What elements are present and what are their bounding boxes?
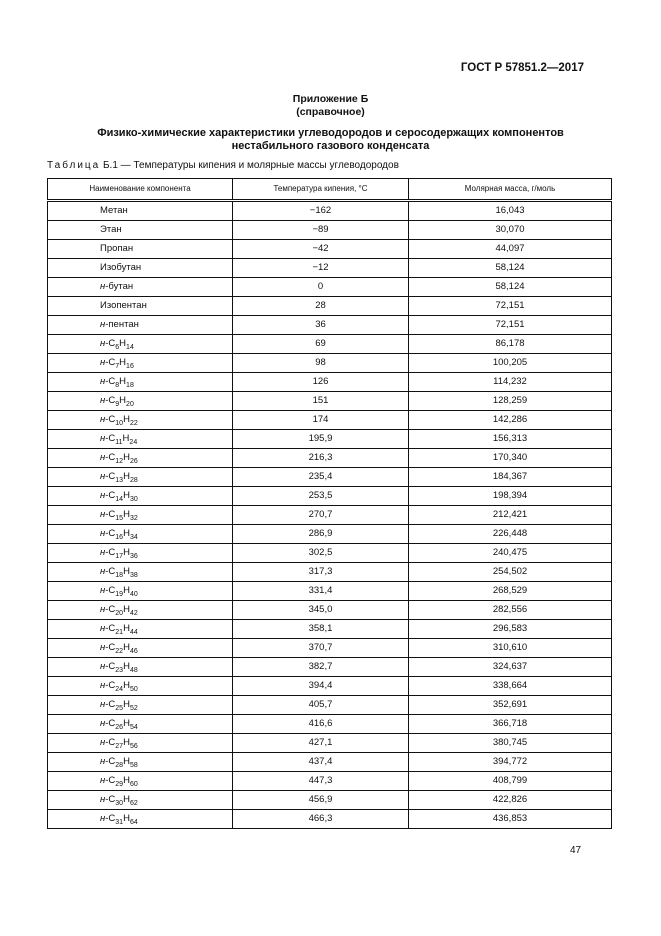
normal-prefix: н bbox=[100, 566, 106, 577]
table-row bbox=[48, 563, 612, 582]
appendix-heading bbox=[0, 93, 661, 119]
carbon-count: 13 bbox=[115, 477, 124, 484]
table-row bbox=[48, 221, 612, 240]
component-name-cell bbox=[48, 715, 233, 734]
component-name: Изопентан bbox=[100, 300, 147, 311]
component-name: -пентан bbox=[105, 319, 139, 330]
hydrogen-count: 22 bbox=[129, 420, 138, 427]
carbon-count: 25 bbox=[115, 705, 124, 712]
molar-mass-cell: 352,691 bbox=[409, 696, 612, 715]
table-row bbox=[48, 658, 612, 677]
component-name-cell bbox=[48, 259, 233, 278]
hydrogen-count: 38 bbox=[129, 572, 138, 579]
boiling-points-table bbox=[47, 178, 612, 829]
component-name: Изобутан bbox=[100, 262, 142, 273]
normal-prefix: н bbox=[100, 756, 106, 767]
boiling-point-cell: 416,6 bbox=[233, 715, 409, 734]
component-name-cell bbox=[48, 772, 233, 791]
formula-carbon-symbol: -C bbox=[105, 699, 116, 710]
boiling-point-cell: 345,0 bbox=[233, 601, 409, 620]
formula-carbon-symbol: -C bbox=[105, 661, 116, 672]
table-row bbox=[48, 487, 612, 506]
table-caption bbox=[47, 160, 399, 171]
molar-mass-cell: 170,340 bbox=[409, 449, 612, 468]
formula-hydrogen-symbol: H bbox=[123, 737, 130, 748]
molar-mass-cell: 72,151 bbox=[409, 297, 612, 316]
normal-prefix: н bbox=[100, 623, 106, 634]
molar-mass-cell: 44,097 bbox=[409, 240, 612, 259]
normal-prefix: н bbox=[100, 452, 106, 463]
carbon-count: 15 bbox=[115, 515, 124, 522]
hydrogen-count: 20 bbox=[126, 401, 134, 408]
component-name-cell bbox=[48, 734, 233, 753]
formula-hydrogen-symbol: H bbox=[122, 433, 130, 444]
table-row bbox=[48, 411, 612, 430]
formula-hydrogen-symbol: H bbox=[123, 509, 130, 520]
carbon-count: 18 bbox=[115, 572, 124, 579]
table-header-row bbox=[48, 179, 612, 201]
table-row bbox=[48, 297, 612, 316]
component-name-cell bbox=[48, 753, 233, 772]
carbon-count: 8 bbox=[115, 382, 120, 389]
formula-carbon-symbol: -C bbox=[105, 528, 116, 539]
formula-hydrogen-symbol: H bbox=[119, 338, 127, 349]
molar-mass-cell: 100,205 bbox=[409, 354, 612, 373]
formula-hydrogen-symbol: H bbox=[123, 661, 130, 672]
normal-prefix: н bbox=[100, 338, 106, 349]
table-row bbox=[48, 449, 612, 468]
component-name-cell bbox=[48, 639, 233, 658]
carbon-count: 20 bbox=[115, 610, 124, 617]
hydrogen-count: 26 bbox=[129, 458, 138, 465]
boiling-point-cell: 0 bbox=[233, 278, 409, 297]
formula-carbon-symbol: -C bbox=[105, 680, 116, 691]
boiling-point-cell: −42 bbox=[233, 240, 409, 259]
formula-hydrogen-symbol: H bbox=[123, 490, 130, 501]
table-row bbox=[48, 430, 612, 449]
boiling-point-cell: 98 bbox=[233, 354, 409, 373]
carbon-count: 26 bbox=[115, 724, 124, 731]
formula-carbon-symbol: -C bbox=[105, 813, 116, 824]
formula-hydrogen-symbol: H bbox=[123, 699, 130, 710]
normal-prefix: н bbox=[100, 718, 106, 729]
component-name-cell bbox=[48, 620, 233, 639]
boiling-point-cell: 370,7 bbox=[233, 639, 409, 658]
boiling-point-cell: 466,3 bbox=[233, 810, 409, 829]
boiling-point-cell: 456,9 bbox=[233, 791, 409, 810]
carbon-count: 14 bbox=[115, 496, 124, 503]
normal-prefix: н bbox=[100, 661, 106, 672]
carbon-count: 17 bbox=[115, 553, 124, 560]
carbon-count: 21 bbox=[115, 629, 124, 636]
normal-prefix: н bbox=[100, 775, 106, 786]
formula-hydrogen-symbol: H bbox=[123, 680, 130, 691]
boiling-point-cell: −12 bbox=[233, 259, 409, 278]
carbon-count: 11 bbox=[115, 439, 123, 446]
formula-carbon-symbol: -C bbox=[105, 395, 116, 406]
formula-carbon-symbol: -C bbox=[105, 756, 116, 767]
formula-carbon-symbol: -C bbox=[105, 566, 116, 577]
table-row bbox=[48, 696, 612, 715]
hydrogen-count: 24 bbox=[129, 439, 138, 446]
table-row bbox=[48, 544, 612, 563]
formula-carbon-symbol: -C bbox=[105, 414, 116, 425]
formula-hydrogen-symbol: H bbox=[123, 585, 130, 596]
appendix-subtitle: (справочное) bbox=[296, 106, 365, 118]
column-header-molar-mass: Молярная масса, г/моль bbox=[409, 179, 612, 201]
formula-carbon-symbol: -C bbox=[105, 547, 116, 558]
carbon-count: 22 bbox=[115, 648, 124, 655]
hydrogen-count: 32 bbox=[129, 515, 138, 522]
table-row bbox=[48, 259, 612, 278]
molar-mass-cell: 58,124 bbox=[409, 259, 612, 278]
molar-mass-cell: 240,475 bbox=[409, 544, 612, 563]
molar-mass-cell: 338,664 bbox=[409, 677, 612, 696]
component-name-cell bbox=[48, 316, 233, 335]
component-name-cell bbox=[48, 430, 233, 449]
boiling-point-cell: −162 bbox=[233, 201, 409, 221]
formula-carbon-symbol: -C bbox=[105, 585, 116, 596]
hydrogen-count: 28 bbox=[129, 477, 138, 484]
molar-mass-cell: 156,313 bbox=[409, 430, 612, 449]
table-row bbox=[48, 791, 612, 810]
component-name-cell bbox=[48, 810, 233, 829]
molar-mass-cell: 324,637 bbox=[409, 658, 612, 677]
normal-prefix: н bbox=[100, 794, 106, 805]
formula-hydrogen-symbol: H bbox=[123, 642, 130, 653]
boiling-point-cell: 69 bbox=[233, 335, 409, 354]
column-header-component: Наименование компонента bbox=[48, 179, 233, 201]
molar-mass-cell: 366,718 bbox=[409, 715, 612, 734]
table-row bbox=[48, 677, 612, 696]
hydrogen-count: 58 bbox=[129, 762, 138, 769]
carbon-count: 9 bbox=[115, 401, 120, 408]
boiling-point-cell: 427,1 bbox=[233, 734, 409, 753]
column-header-boiling-point: Температура кипения, °С bbox=[233, 179, 409, 201]
component-name-cell bbox=[48, 278, 233, 297]
hydrogen-count: 62 bbox=[129, 800, 138, 807]
formula-hydrogen-symbol: H bbox=[123, 528, 130, 539]
component-name-cell bbox=[48, 468, 233, 487]
component-name-cell bbox=[48, 487, 233, 506]
table-row bbox=[48, 753, 612, 772]
boiling-point-cell: 151 bbox=[233, 392, 409, 411]
table-caption-label: Таблица bbox=[47, 160, 101, 171]
hydrogen-count: 14 bbox=[126, 344, 134, 351]
formula-carbon-symbol: -C bbox=[105, 376, 116, 387]
molar-mass-cell: 254,502 bbox=[409, 563, 612, 582]
hydrogen-count: 50 bbox=[129, 686, 138, 693]
boiling-point-cell: 235,4 bbox=[233, 468, 409, 487]
normal-prefix: н bbox=[100, 528, 106, 539]
carbon-count: 30 bbox=[115, 800, 124, 807]
boiling-point-cell: 36 bbox=[233, 316, 409, 335]
component-name-cell bbox=[48, 240, 233, 259]
formula-carbon-symbol: -C bbox=[105, 471, 116, 482]
molar-mass-cell: 184,367 bbox=[409, 468, 612, 487]
formula-carbon-symbol: -C bbox=[105, 433, 116, 444]
component-name-cell bbox=[48, 544, 233, 563]
molar-mass-cell: 296,583 bbox=[409, 620, 612, 639]
section-heading-line2: нестабильного газового конденсата bbox=[231, 140, 430, 152]
normal-prefix: н bbox=[100, 357, 106, 368]
boiling-point-cell: 28 bbox=[233, 297, 409, 316]
boiling-point-cell: 358,1 bbox=[233, 620, 409, 639]
carbon-count: 24 bbox=[115, 686, 124, 693]
formula-carbon-symbol: -C bbox=[105, 737, 116, 748]
normal-prefix: н bbox=[100, 509, 106, 520]
formula-carbon-symbol: -C bbox=[105, 509, 116, 520]
normal-prefix: н bbox=[100, 281, 106, 292]
boiling-point-cell: 253,5 bbox=[233, 487, 409, 506]
component-name: Этан bbox=[100, 224, 122, 235]
molar-mass-cell: 226,448 bbox=[409, 525, 612, 544]
component-name: Пропан bbox=[100, 243, 134, 254]
formula-hydrogen-symbol: H bbox=[123, 604, 130, 615]
table-row bbox=[48, 240, 612, 259]
appendix-title: Приложение Б bbox=[292, 93, 369, 105]
boiling-point-cell: 126 bbox=[233, 373, 409, 392]
hydrogen-count: 52 bbox=[129, 705, 138, 712]
formula-hydrogen-symbol: H bbox=[123, 547, 130, 558]
normal-prefix: н bbox=[100, 376, 106, 387]
normal-prefix: н bbox=[100, 319, 106, 330]
carbon-count: 27 bbox=[115, 743, 124, 750]
boiling-point-cell: 270,7 bbox=[233, 506, 409, 525]
molar-mass-cell: 72,151 bbox=[409, 316, 612, 335]
normal-prefix: н bbox=[100, 642, 106, 653]
normal-prefix: н bbox=[100, 395, 106, 406]
table-row bbox=[48, 201, 612, 221]
normal-prefix: н bbox=[100, 737, 106, 748]
normal-prefix: н bbox=[100, 680, 106, 691]
component-name-cell bbox=[48, 297, 233, 316]
formula-carbon-symbol: -C bbox=[105, 623, 116, 634]
molar-mass-cell: 380,745 bbox=[409, 734, 612, 753]
component-name-cell bbox=[48, 677, 233, 696]
normal-prefix: н bbox=[100, 414, 106, 425]
formula-hydrogen-symbol: H bbox=[123, 756, 130, 767]
molar-mass-cell: 128,259 bbox=[409, 392, 612, 411]
carbon-count: 28 bbox=[115, 762, 124, 769]
normal-prefix: н bbox=[100, 813, 106, 824]
carbon-count: 12 bbox=[115, 458, 124, 465]
table-row bbox=[48, 468, 612, 487]
boiling-point-cell: 437,4 bbox=[233, 753, 409, 772]
molar-mass-cell: 408,799 bbox=[409, 772, 612, 791]
document-number: ГОСТ Р 57851.2—2017 bbox=[460, 62, 584, 74]
formula-carbon-symbol: -C bbox=[105, 775, 116, 786]
molar-mass-cell: 282,556 bbox=[409, 601, 612, 620]
table-row bbox=[48, 734, 612, 753]
molar-mass-cell: 58,124 bbox=[409, 278, 612, 297]
formula-carbon-symbol: -C bbox=[105, 604, 116, 615]
component-name-cell bbox=[48, 525, 233, 544]
table-row bbox=[48, 620, 612, 639]
hydrogen-count: 18 bbox=[126, 382, 134, 389]
formula-carbon-symbol: -C bbox=[105, 718, 116, 729]
table-row bbox=[48, 601, 612, 620]
component-name-cell bbox=[48, 582, 233, 601]
formula-hydrogen-symbol: H bbox=[123, 566, 130, 577]
formula-hydrogen-symbol: H bbox=[123, 471, 130, 482]
boiling-point-cell: 331,4 bbox=[233, 582, 409, 601]
table-row bbox=[48, 525, 612, 544]
formula-carbon-symbol: -C bbox=[105, 338, 116, 349]
component-name-cell bbox=[48, 335, 233, 354]
formula-carbon-symbol: -C bbox=[105, 452, 116, 463]
table-row bbox=[48, 278, 612, 297]
normal-prefix: н bbox=[100, 585, 106, 596]
molar-mass-cell: 422,826 bbox=[409, 791, 612, 810]
molar-mass-cell: 16,043 bbox=[409, 201, 612, 221]
formula-hydrogen-symbol: H bbox=[119, 376, 127, 387]
molar-mass-cell: 30,070 bbox=[409, 221, 612, 240]
hydrogen-count: 56 bbox=[129, 743, 138, 750]
component-name-cell bbox=[48, 506, 233, 525]
molar-mass-cell: 212,421 bbox=[409, 506, 612, 525]
component-name-cell bbox=[48, 201, 233, 221]
carbon-count: 10 bbox=[115, 420, 124, 427]
boiling-point-cell: 382,7 bbox=[233, 658, 409, 677]
table-row bbox=[48, 772, 612, 791]
formula-hydrogen-symbol: H bbox=[123, 452, 130, 463]
component-name-cell bbox=[48, 658, 233, 677]
molar-mass-cell: 114,232 bbox=[409, 373, 612, 392]
carbon-count: 6 bbox=[115, 344, 120, 351]
component-name-cell bbox=[48, 221, 233, 240]
component-name-cell bbox=[48, 392, 233, 411]
component-name-cell bbox=[48, 601, 233, 620]
section-heading-line1: Физико-химические характеристики углеводородов и серосодержащих компонентов bbox=[97, 127, 564, 139]
formula-hydrogen-symbol: H bbox=[123, 794, 130, 805]
boiling-point-cell: 394,4 bbox=[233, 677, 409, 696]
boiling-point-cell: 286,9 bbox=[233, 525, 409, 544]
molar-mass-cell: 198,394 bbox=[409, 487, 612, 506]
boiling-point-cell: 302,5 bbox=[233, 544, 409, 563]
component-name-cell bbox=[48, 791, 233, 810]
hydrogen-count: 60 bbox=[129, 781, 138, 788]
carbon-count: 16 bbox=[115, 534, 124, 541]
formula-carbon-symbol: -C bbox=[105, 794, 116, 805]
hydrogen-count: 54 bbox=[129, 724, 138, 731]
molar-mass-cell: 142,286 bbox=[409, 411, 612, 430]
formula-hydrogen-symbol: H bbox=[123, 813, 130, 824]
table-row bbox=[48, 810, 612, 829]
hydrogen-count: 40 bbox=[129, 591, 138, 598]
hydrogen-count: 44 bbox=[129, 629, 138, 636]
formula-hydrogen-symbol: H bbox=[123, 718, 130, 729]
table-row bbox=[48, 639, 612, 658]
molar-mass-cell: 394,772 bbox=[409, 753, 612, 772]
page-number: 47 bbox=[570, 845, 582, 856]
hydrogen-count: 64 bbox=[129, 819, 138, 826]
hydrogen-count: 48 bbox=[129, 667, 138, 674]
normal-prefix: н bbox=[100, 699, 106, 710]
molar-mass-cell: 268,529 bbox=[409, 582, 612, 601]
table-row bbox=[48, 392, 612, 411]
boiling-point-cell: 195,9 bbox=[233, 430, 409, 449]
hydrogen-count: 42 bbox=[129, 610, 138, 617]
boiling-point-cell: 405,7 bbox=[233, 696, 409, 715]
carbon-count: 29 bbox=[115, 781, 124, 788]
formula-hydrogen-symbol: H bbox=[119, 395, 127, 406]
component-name-cell bbox=[48, 411, 233, 430]
component-name-cell bbox=[48, 449, 233, 468]
hydrogen-count: 46 bbox=[129, 648, 138, 655]
boiling-point-cell: 447,3 bbox=[233, 772, 409, 791]
table-row bbox=[48, 373, 612, 392]
hydrogen-count: 16 bbox=[126, 363, 134, 370]
formula-hydrogen-symbol: H bbox=[123, 414, 130, 425]
table-row bbox=[48, 354, 612, 373]
molar-mass-cell: 310,610 bbox=[409, 639, 612, 658]
formula-carbon-symbol: -C bbox=[105, 490, 116, 501]
carbon-count: 19 bbox=[115, 591, 124, 598]
table-row bbox=[48, 506, 612, 525]
component-name: Метан bbox=[100, 205, 128, 216]
normal-prefix: н bbox=[100, 604, 106, 615]
molar-mass-cell: 436,853 bbox=[409, 810, 612, 829]
carbon-count: 23 bbox=[115, 667, 124, 674]
table-row bbox=[48, 582, 612, 601]
hydrogen-count: 34 bbox=[129, 534, 138, 541]
carbon-count: 7 bbox=[115, 363, 120, 370]
boiling-point-cell: −89 bbox=[233, 221, 409, 240]
table-row bbox=[48, 715, 612, 734]
normal-prefix: н bbox=[100, 433, 106, 444]
carbon-count: 31 bbox=[115, 819, 124, 826]
normal-prefix: н bbox=[100, 471, 106, 482]
table-row bbox=[48, 335, 612, 354]
boiling-point-cell: 174 bbox=[233, 411, 409, 430]
boiling-point-cell: 317,3 bbox=[233, 563, 409, 582]
normal-prefix: н bbox=[100, 547, 106, 558]
section-heading bbox=[0, 127, 661, 153]
boiling-point-cell: 216,3 bbox=[233, 449, 409, 468]
formula-carbon-symbol: -C bbox=[105, 642, 116, 653]
formula-hydrogen-symbol: H bbox=[123, 623, 130, 634]
formula-hydrogen-symbol: H bbox=[123, 775, 130, 786]
formula-hydrogen-symbol: H bbox=[119, 357, 127, 368]
table-row bbox=[48, 316, 612, 335]
formula-carbon-symbol: -C bbox=[105, 357, 116, 368]
component-name-cell bbox=[48, 696, 233, 715]
hydrogen-count: 36 bbox=[129, 553, 138, 560]
normal-prefix: н bbox=[100, 490, 106, 501]
hydrogen-count: 30 bbox=[129, 496, 138, 503]
table-caption-text: Б.1 — Температуры кипения и молярные массы углеводородов bbox=[100, 160, 399, 171]
component-name: -бутан bbox=[105, 281, 134, 292]
component-name-cell bbox=[48, 354, 233, 373]
molar-mass-cell: 86,178 bbox=[409, 335, 612, 354]
component-name-cell bbox=[48, 563, 233, 582]
component-name-cell bbox=[48, 373, 233, 392]
